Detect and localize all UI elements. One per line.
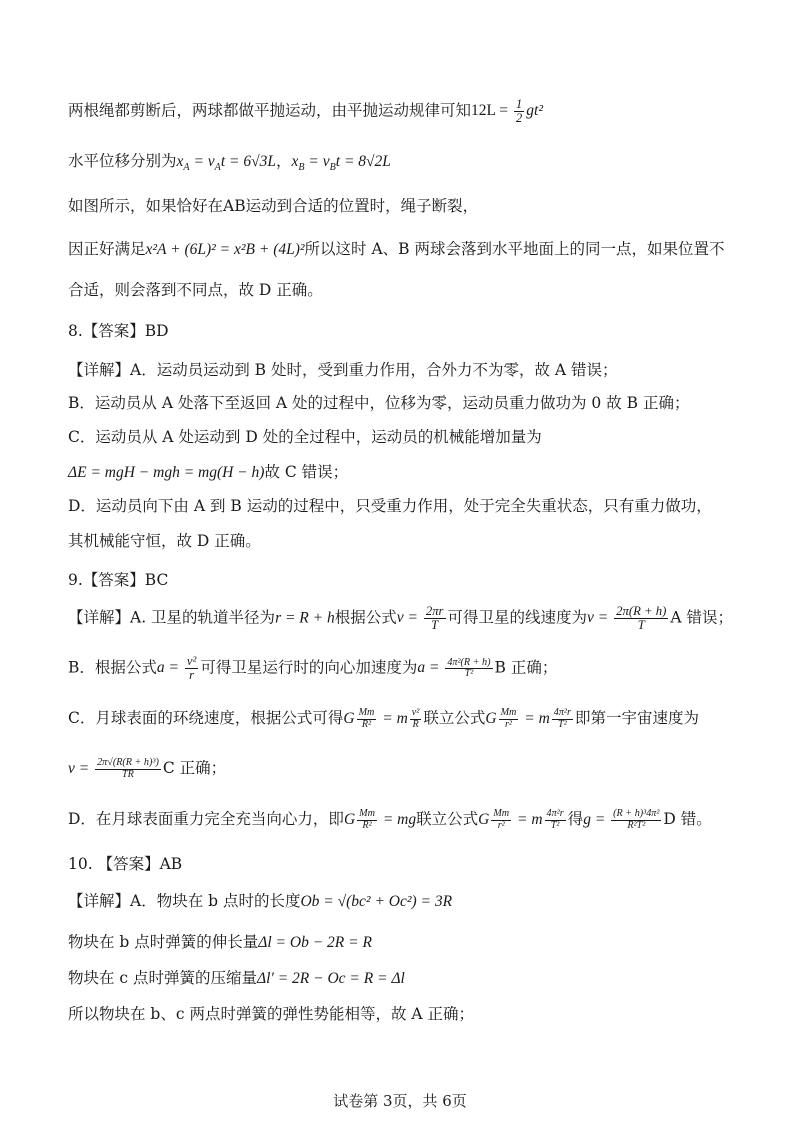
fraction: $\frac{\text{v²}}{r}$ [186, 654, 197, 683]
text-line-22: 物块在 c 点时弹簧的压缩量Δl′ = 2R − Oc = R = Δl [68, 969, 405, 987]
text-line-1 [68, 98, 760, 126]
answer-heading-10: 10. 【答案】AB [68, 855, 183, 873]
formula: Δl = Ob − 2R = R [258, 934, 372, 951]
formula: G $\frac{Mm}{\text{r²}}$ = m $\frac{\text{4π²r}}{\text{T²}}$ [485, 707, 571, 730]
formula: x²A + (6L)² = x²B + (4L)² [145, 241, 305, 258]
fraction: $\frac{\text{4π²(R + h)}}{\text{T²}}$ [447, 656, 491, 680]
line-text: 水平位移分别为 [68, 152, 177, 170]
text-line-11: D．运动员向下由 A 到 B 运动的过程中，只受重力作用，处于完全失重状态，只有重力做功， [68, 497, 712, 515]
text-line-18: D．在月球表面重力完全充当向心力，即G $\frac{Mm}{\text{R²}}$ = mg联立公式G $\frac{Mm}{\text{r²}}$ = m $\frac{\text{4π²r}}{\text{T²}}$ 得g = $\frac{\text{(R + h)³4π²}}{\text{R²T²}}$ D 错。 [68, 808, 712, 831]
text-line-14: 【详解】A. 卫星的轨道半径为r = R + h根据公式v = $\frac{2\pi r}{T}$ 可得卫星的线速度为v = $\frac{2\pi(R + h)}{T}$ A 错误； [68, 604, 733, 633]
text-line-16: C．月球表面的环绕速度，根据公式可得G $\frac{Mm}{\text{R²}}$ = m $\frac{\text{v²}}{R}$ 联立公式G $\frac{Mm}{\text{r²}}$ = m $\frac{\text{4π²r}}{\text{T²}}$ 即第一宇宙速度为 [68, 707, 699, 730]
formula: Ob = √(bc² + Oc²) = 3R [300, 893, 453, 910]
text-line-8: B．运动员从 A 处落下至返回 A 处的过程中，位移为零，运动员重力做功为 0 故 B 正确； [68, 394, 690, 412]
text-line-23: 所以物块在 b、c 两点时弹簧的弹性势能相等，故 A 正确； [68, 1005, 475, 1023]
formula: v = $\frac{\text{2π√(R(R + h)³)}}{TR}$ [68, 757, 159, 780]
formula: a = $\frac{\text{4π²(R + h)}}{\text{T²}}$ [417, 656, 491, 680]
text-line-12: 其机械能守恒，故 D 正确。 [68, 532, 261, 550]
page-footer: 试卷第 3页，共 6页 [333, 1092, 467, 1110]
fraction: $\frac{Mm}{\text{r²}}$ [493, 808, 510, 831]
fraction: $\frac{2\pi r}{T}$ [425, 604, 444, 633]
line-text: 两根绳都剪断后，两球都做平抛运动，由平抛运动规律可知 [68, 101, 472, 120]
answer-heading-9: 9.【答案】BC [68, 571, 169, 589]
formula: v = $\frac{2\pi(R + h)}{T}$ [587, 604, 667, 633]
fraction: $\frac{\text{4π²r}}{\text{T²}}$ [553, 707, 571, 730]
text-line-15: B．根据公式a = $\frac{\text{v²}}{r}$ 可得卫星运行时的向心加速度为a = $\frac{\text{4π²(R + h)}}{\text{T²}}$ B 正确； [68, 654, 558, 683]
formula: G $\frac{Mm}{\text{R²}}$ = m $\frac{\text{v²}}{R}$ [343, 707, 420, 730]
text-line-7: 【详解】A．运动员运动到 B 处时，受到重力作用，合外力不为零，故 A 错误； [68, 361, 618, 379]
formula: r = R + h [275, 609, 335, 627]
formula: G $\frac{Mm}{\text{r²}}$ = m $\frac{\text{4π²r}}{\text{T²}}$ [478, 808, 564, 831]
text-line-4: 因正好满足x²A + (6L)² = x²B + (4L)²所以这时 A、B 两球会落到水平地面上的同一点，如果位置不 [68, 240, 725, 258]
formula: G $\frac{Mm}{\text{R²}}$ = mg [343, 808, 417, 831]
answer-heading-8: 8.【答案】BD [68, 322, 169, 340]
text-line-9: C．运动员从 A 处运动到 D 处的全过程中，运动员的机械能增加量为 [68, 428, 542, 446]
formula: $x_A = v_At = 6√3L$ [176, 153, 276, 174]
text-line-3: 如图所示，如果恰好在AB运动到合适的位置时，绳子断裂， [68, 197, 479, 215]
fraction: $\frac{1}{2}$ [515, 97, 523, 126]
text-line-17: v = $\frac{\text{2π√(R(R + h)³)}}{TR}$ C 正确； [68, 757, 227, 780]
fraction: $\frac{\text{2π√(R(R + h)³)}}{TR}$ [97, 757, 159, 780]
fraction: $\frac{\text{4π²r}}{\text{T²}}$ [546, 808, 564, 831]
formula: $x_B = v_Bt = 8√2L$ [291, 153, 391, 174]
fraction: $\frac{\text{v²}}{R}$ [411, 707, 420, 730]
formula: a = $\frac{\text{v²}}{r}$ [156, 654, 197, 683]
text-line-20: 【详解】A．物块在 b 点时的长度Ob = √(bc² + Oc²) = 3R [68, 892, 453, 910]
text-line-10: ΔE = mgH − mgh = mg(H − h)故 C 错误； [68, 463, 349, 481]
formula: Δl′ = 2R − Oc = R = Δl [257, 970, 405, 987]
formula: 12L = $\frac{1}{2}$ gt² [471, 97, 543, 126]
fraction: $\frac{Mm}{\text{R²}}$ [358, 707, 375, 730]
fraction: $\frac{Mm}{\text{R²}}$ [359, 808, 375, 831]
formula: v = $\frac{2\pi r}{T}$ [396, 604, 444, 633]
formula: ΔE = mgH − mgh = mg(H − h) [68, 464, 265, 481]
fraction: $\frac{Mm}{\text{r²}}$ [500, 707, 517, 730]
fraction: $\frac{\text{(R + h)³4π²}}{\text{R²T²}}$ [613, 808, 660, 831]
text-line-5: 合适，则会落到不同点，故 D 正确。 [68, 281, 323, 299]
text-line-2: 水平位移分别为$x_A = v_At = 6√3L$，$x_B = v_Bt = 8√2L$ [68, 152, 391, 174]
formula: g = $\frac{\text{(R + h)³4π²}}{\text{R²T²}}$ [583, 808, 660, 831]
text-line-21: 物块在 b 点时弹簧的伸长量Δl = Ob − 2R = R [68, 933, 372, 951]
fraction: $\frac{2\pi(R + h)}{T}$ [616, 604, 667, 633]
